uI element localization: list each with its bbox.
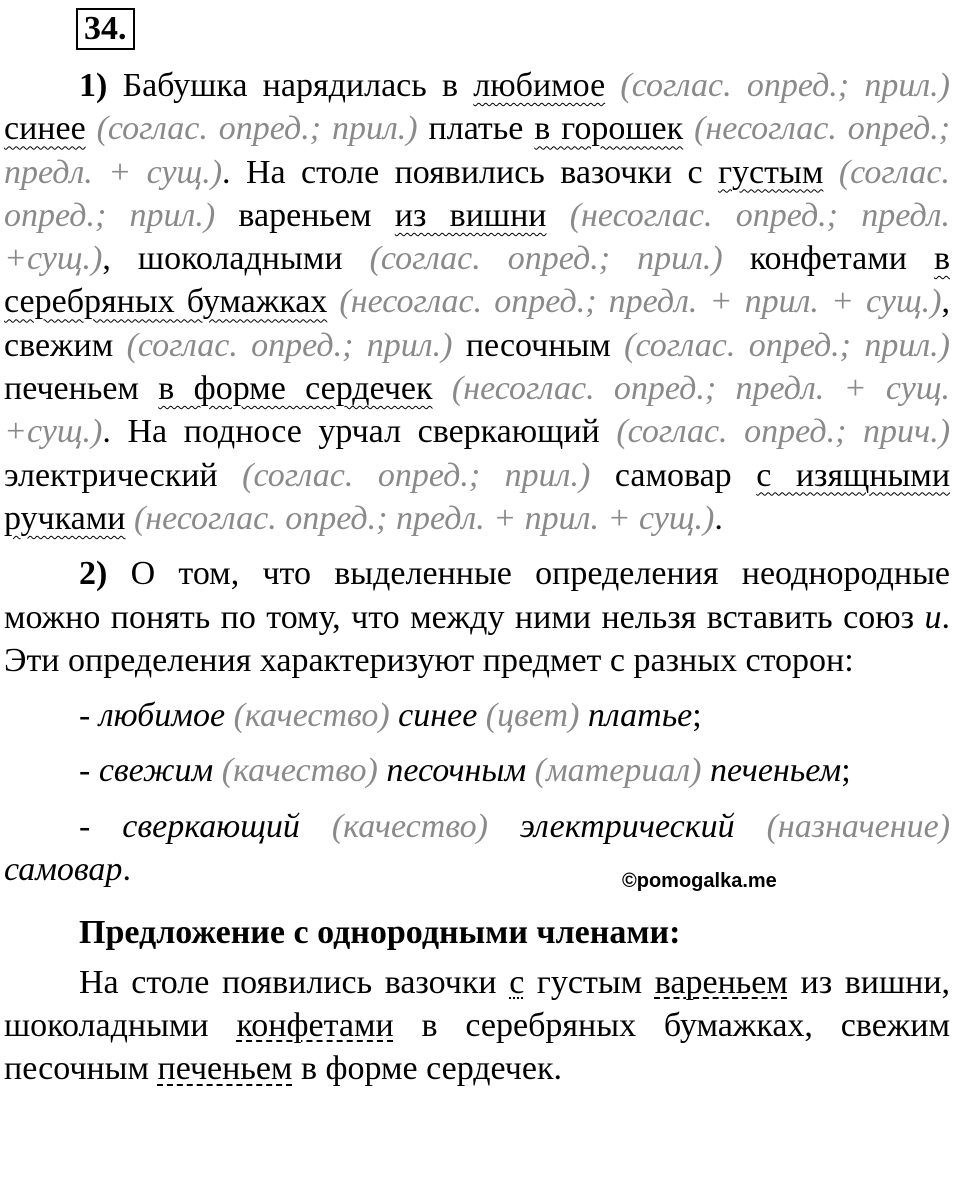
list-end: ; — [841, 752, 851, 790]
part1-text-13: . — [714, 499, 723, 537]
annotation-2: (соглас. опред.; прил.) — [96, 110, 418, 148]
list-note-b: (материал) — [534, 752, 702, 790]
annotation-1: (соглас. опред.; прил.) — [620, 67, 950, 104]
list-word-b: электрический — [519, 807, 735, 845]
part1-text-7: , свежим — [4, 283, 950, 364]
def-iz-vishni: из вишни — [394, 196, 547, 234]
list-dash: - — [79, 697, 91, 735]
watermark: ©pomogalka.me — [622, 870, 777, 892]
exercise-number: 34 — [84, 10, 118, 47]
annotation-4: (соглас. опред.; прил.) — [4, 153, 951, 234]
list-word-a: сверкающий — [122, 807, 300, 845]
list-dash: - — [79, 807, 91, 845]
list-word-a: свежим — [98, 752, 214, 790]
part2-label: 2) — [79, 555, 108, 593]
part1-text-5: , шоколадными — [102, 240, 343, 278]
exercise-number-box — [76, 8, 135, 50]
part1-text-12: самовар — [614, 456, 732, 494]
part1-text-11: электрический — [4, 456, 218, 494]
list-note-b: (назначение) — [766, 807, 951, 845]
def-v-goroshek: в горошек — [534, 110, 684, 148]
list-item — [4, 805, 950, 892]
homogeneous-konfetami: конфетами — [236, 1006, 394, 1044]
homogeneous-varenyem: вареньем — [654, 963, 788, 1001]
part2-text-2: . Эти определения характеризуют предмет с разных сторон: — [4, 598, 951, 679]
part3-text-4: в серебряных бумажках, свежим песочным — [4, 1006, 950, 1088]
annotation-6: (соглас. опред.; прил.) — [369, 240, 723, 278]
part1-text-3: . На столе появились вазочки с — [222, 153, 703, 191]
list-word-b: песочным — [386, 752, 527, 790]
part1-text-1: Бабушка нарядилась в — [122, 67, 459, 104]
part3-text-3: из вишни, шоколадными — [4, 963, 951, 1044]
def-gustym: густым — [718, 153, 824, 191]
list-note-a: (качество) — [221, 752, 378, 790]
list-end: . — [122, 851, 131, 889]
list-word-c: платье — [587, 697, 693, 735]
list-item — [4, 694, 950, 737]
list-word-b: синее — [398, 697, 478, 735]
part2-text-1: О том, что выделенные определения неоднородные можно понять по тому, что между ними нельзя вставить союз — [4, 555, 950, 636]
part1-paragraph — [4, 64, 950, 540]
annotation-9: (соглас. опред.; прил.) — [624, 326, 951, 364]
annotation-10: (несоглас. опред.; предл. + сущ. +сущ.) — [4, 370, 951, 451]
annotation-13: (несоглас. опред.; предл. + прил. + сущ.) — [133, 499, 715, 537]
list-dash: - — [79, 752, 91, 790]
part1-text-10: . На подносе урчал сверкающий — [102, 413, 600, 451]
list-word-c: печеньем — [709, 752, 842, 790]
part1-label: 1) — [79, 67, 108, 104]
part2-conjunction: и — [924, 598, 942, 636]
part1-text-2: платье — [428, 110, 524, 148]
section-heading: Предложение с однородными членами: — [79, 914, 681, 952]
exercise-number-dot: . — [118, 10, 127, 47]
annotation-12: (соглас. опред.; прил.) — [242, 456, 591, 494]
part3-text-5: в форме сердечек. — [300, 1050, 563, 1088]
list-note-a: (качество) — [233, 697, 390, 735]
annotation-3: (несоглас. опред.; предл. + сущ.) — [4, 110, 951, 191]
part1-text-6: конфетами — [749, 240, 907, 278]
part1-text-4: вареньем — [238, 196, 372, 234]
list-note-b: (цвет) — [485, 697, 580, 735]
part3-text-1: На столе появились вазочки — [79, 963, 497, 1001]
annotation-5: (несоглас. опред.; предл. +сущ.) — [4, 196, 950, 278]
preposition-s: с — [509, 963, 525, 1001]
def-v-serebryanyh-bumazhkah: в серебряных бумажках — [4, 240, 950, 321]
part1-text-9: печеньем — [4, 370, 139, 408]
list-word-c: самовар — [4, 851, 123, 889]
annotation-7: (несоглас. опред.; предл. + прил. + сущ.) — [339, 283, 942, 321]
list-end: ; — [692, 697, 702, 735]
def-v-forme-serdechek: в форме сердечек — [158, 370, 433, 408]
part2-paragraph — [4, 552, 950, 682]
annotation-11: (соглас. опред.; прич.) — [616, 413, 951, 451]
def-lyubimoe: любимое — [473, 67, 606, 104]
list-note-a: (качество) — [331, 807, 488, 845]
part1-text-8: песочным — [465, 326, 611, 364]
def-sinee: синее — [4, 110, 86, 148]
part3-text-2: густым — [536, 963, 643, 1001]
part3-paragraph — [4, 961, 950, 1091]
def-s-izyashchnymi-ruchkami: с изящными ручками — [4, 456, 951, 537]
list-word-a: любимое — [98, 697, 226, 735]
homogeneous-pechenyem: печеньем — [157, 1050, 293, 1088]
annotation-8: (соглас. опред.; прил.) — [126, 326, 453, 364]
list-item — [4, 749, 950, 792]
